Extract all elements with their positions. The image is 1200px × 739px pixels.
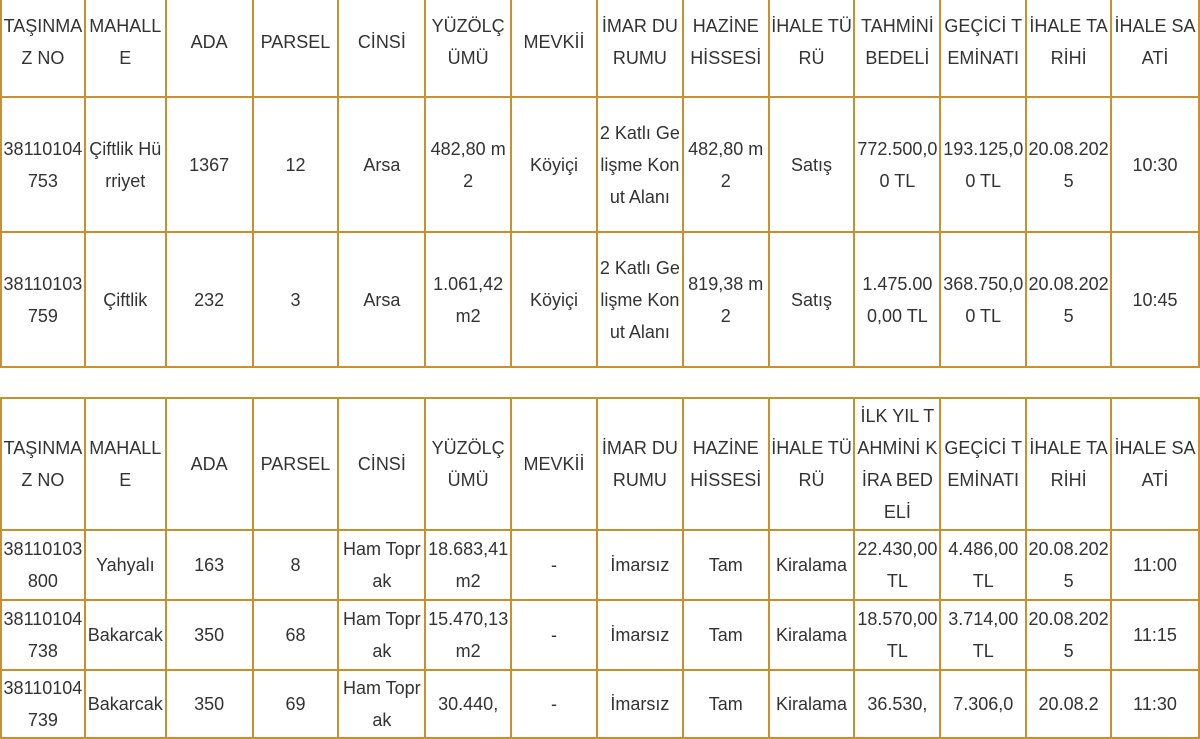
table-cell: 482,80 m2	[425, 97, 511, 232]
table-cell: 2 Katlı Gelişme Konut Alanı	[597, 232, 683, 367]
table-cell: Satış	[769, 97, 855, 232]
table-cell: 3	[253, 232, 339, 367]
table-cell: 30.440,	[425, 670, 511, 738]
table-cell: Köyiçi	[511, 232, 597, 367]
header-cell: TAŞINMAZ NO	[1, 398, 85, 530]
header-cell: İHALE SAATİ	[1111, 0, 1199, 97]
header-cell: TAHMİNİ BEDELİ	[854, 0, 940, 97]
table-row	[1, 530, 1199, 600]
table-cell: Yahyalı	[85, 530, 166, 600]
table-cell: Çiftlik	[85, 232, 166, 367]
table-row	[1, 600, 1199, 670]
table-cell: Ham Toprak	[338, 600, 425, 670]
table-cell: 20.08.2025	[1026, 97, 1111, 232]
table-cell: 819,38 m2	[683, 232, 769, 367]
header-cell: MAHALLE	[85, 0, 166, 97]
header-cell: ADA	[166, 398, 253, 530]
table-cell: 163	[166, 530, 253, 600]
table-cell: 20.08.2	[1026, 670, 1111, 738]
header-cell: İMAR DURUMU	[597, 398, 683, 530]
table-cell: 193.125,00 TL	[940, 97, 1026, 232]
header-cell: MAHALLE	[85, 398, 166, 530]
table-cell: İmarsız	[597, 670, 683, 738]
table-cell: -	[511, 530, 597, 600]
table-cell: 38110104739	[1, 670, 85, 738]
header-cell: MEVKİİ	[511, 398, 597, 530]
table-cell: 38110103800	[1, 530, 85, 600]
header-cell: GEÇİCİ TEMİNATI	[940, 398, 1026, 530]
table-cell: 3.714,00 TL	[940, 600, 1026, 670]
header-cell: CİNSİ	[338, 398, 425, 530]
header-cell: İLK YIL TAHMİNİ KİRA BEDELİ	[854, 398, 940, 530]
table-header-row	[1, 0, 1199, 97]
table-cell: Tam	[683, 530, 769, 600]
table-cell: 20.08.2025	[1026, 600, 1111, 670]
header-cell: HAZİNE HİSSESİ	[683, 0, 769, 97]
header-cell: İMAR DURUMU	[597, 0, 683, 97]
header-cell: MEVKİİ	[511, 0, 597, 97]
header-cell: İHALE TARİHİ	[1026, 0, 1111, 97]
header-cell: İHALE TÜRÜ	[769, 0, 855, 97]
table-cell: İmarsız	[597, 600, 683, 670]
table-cell: 36.530,	[854, 670, 940, 738]
table-cell: Kiralama	[769, 600, 855, 670]
table-cell: 20.08.2025	[1026, 530, 1111, 600]
header-cell: İHALE SAATİ	[1111, 398, 1199, 530]
table-cell: 7.306,0	[940, 670, 1026, 738]
header-cell: ADA	[166, 0, 253, 97]
table-cell: Bakarcak	[85, 670, 166, 738]
header-cell: GEÇİCİ TEMİNATI	[940, 0, 1026, 97]
table-cell: Arsa	[338, 97, 425, 232]
table-cell: 1.475.000,00 TL	[854, 232, 940, 367]
sale-auction-table	[0, 0, 1200, 368]
table-cell: 232	[166, 232, 253, 367]
table-row	[1, 670, 1199, 738]
table-cell: 1367	[166, 97, 253, 232]
table-cell: 11:30	[1111, 670, 1199, 738]
table-cell: Ham Toprak	[338, 530, 425, 600]
table-cell: 4.486,00 TL	[940, 530, 1026, 600]
table-cell: Satış	[769, 232, 855, 367]
header-cell: YÜZÖLÇÜMÜ	[425, 0, 511, 97]
table-cell: İmarsız	[597, 530, 683, 600]
header-cell: CİNSİ	[338, 0, 425, 97]
table-cell: Bakarcak	[85, 600, 166, 670]
table-cell: 69	[253, 670, 339, 738]
table-cell: 12	[253, 97, 339, 232]
table-cell: 15.470,13 m2	[425, 600, 511, 670]
table-cell: 22.430,00 TL	[854, 530, 940, 600]
header-cell: İHALE TÜRÜ	[769, 398, 855, 530]
table-row	[1, 232, 1199, 367]
header-cell: PARSEL	[253, 0, 339, 97]
header-cell: İHALE TARİHİ	[1026, 398, 1111, 530]
table-cell: 38110104753	[1, 97, 85, 232]
table-cell: 68	[253, 600, 339, 670]
table-cell: Tam	[683, 600, 769, 670]
table-row	[1, 97, 1199, 232]
table-cell: 350	[166, 600, 253, 670]
table-cell: 20.08.2025	[1026, 232, 1111, 367]
header-cell: PARSEL	[253, 398, 339, 530]
table-cell: 18.683,41 m2	[425, 530, 511, 600]
table-cell: 11:15	[1111, 600, 1199, 670]
table-cell: Tam	[683, 670, 769, 738]
table-cell: Kiralama	[769, 670, 855, 738]
table-cell: 10:45	[1111, 232, 1199, 367]
table-cell: Çiftlik Hürriyet	[85, 97, 166, 232]
header-cell: YÜZÖLÇÜMÜ	[425, 398, 511, 530]
table-cell: 38110103759	[1, 232, 85, 367]
table-cell: 11:00	[1111, 530, 1199, 600]
table-cell: Köyiçi	[511, 97, 597, 232]
table-cell: 350	[166, 670, 253, 738]
table-cell: 10:30	[1111, 97, 1199, 232]
table-cell: 38110104738	[1, 600, 85, 670]
table-cell: 368.750,00 TL	[940, 232, 1026, 367]
table-cell: 18.570,00 TL	[854, 600, 940, 670]
table-cell: Arsa	[338, 232, 425, 367]
header-cell: HAZİNE HİSSESİ	[683, 398, 769, 530]
table-cell: 482,80 m2	[683, 97, 769, 232]
rental-auction-table	[0, 397, 1200, 739]
table-cell: 772.500,00 TL	[854, 97, 940, 232]
table-cell: 1.061,42 m2	[425, 232, 511, 367]
table-cell: 2 Katlı Gelişme Konut Alanı	[597, 97, 683, 232]
table-header-row	[1, 398, 1199, 530]
header-cell: TAŞINMAZ NO	[1, 0, 85, 97]
table-cell: -	[511, 670, 597, 738]
table-cell: Kiralama	[769, 530, 855, 600]
table-cell: -	[511, 600, 597, 670]
table-cell: 8	[253, 530, 339, 600]
table-cell: Ham Toprak	[338, 670, 425, 738]
